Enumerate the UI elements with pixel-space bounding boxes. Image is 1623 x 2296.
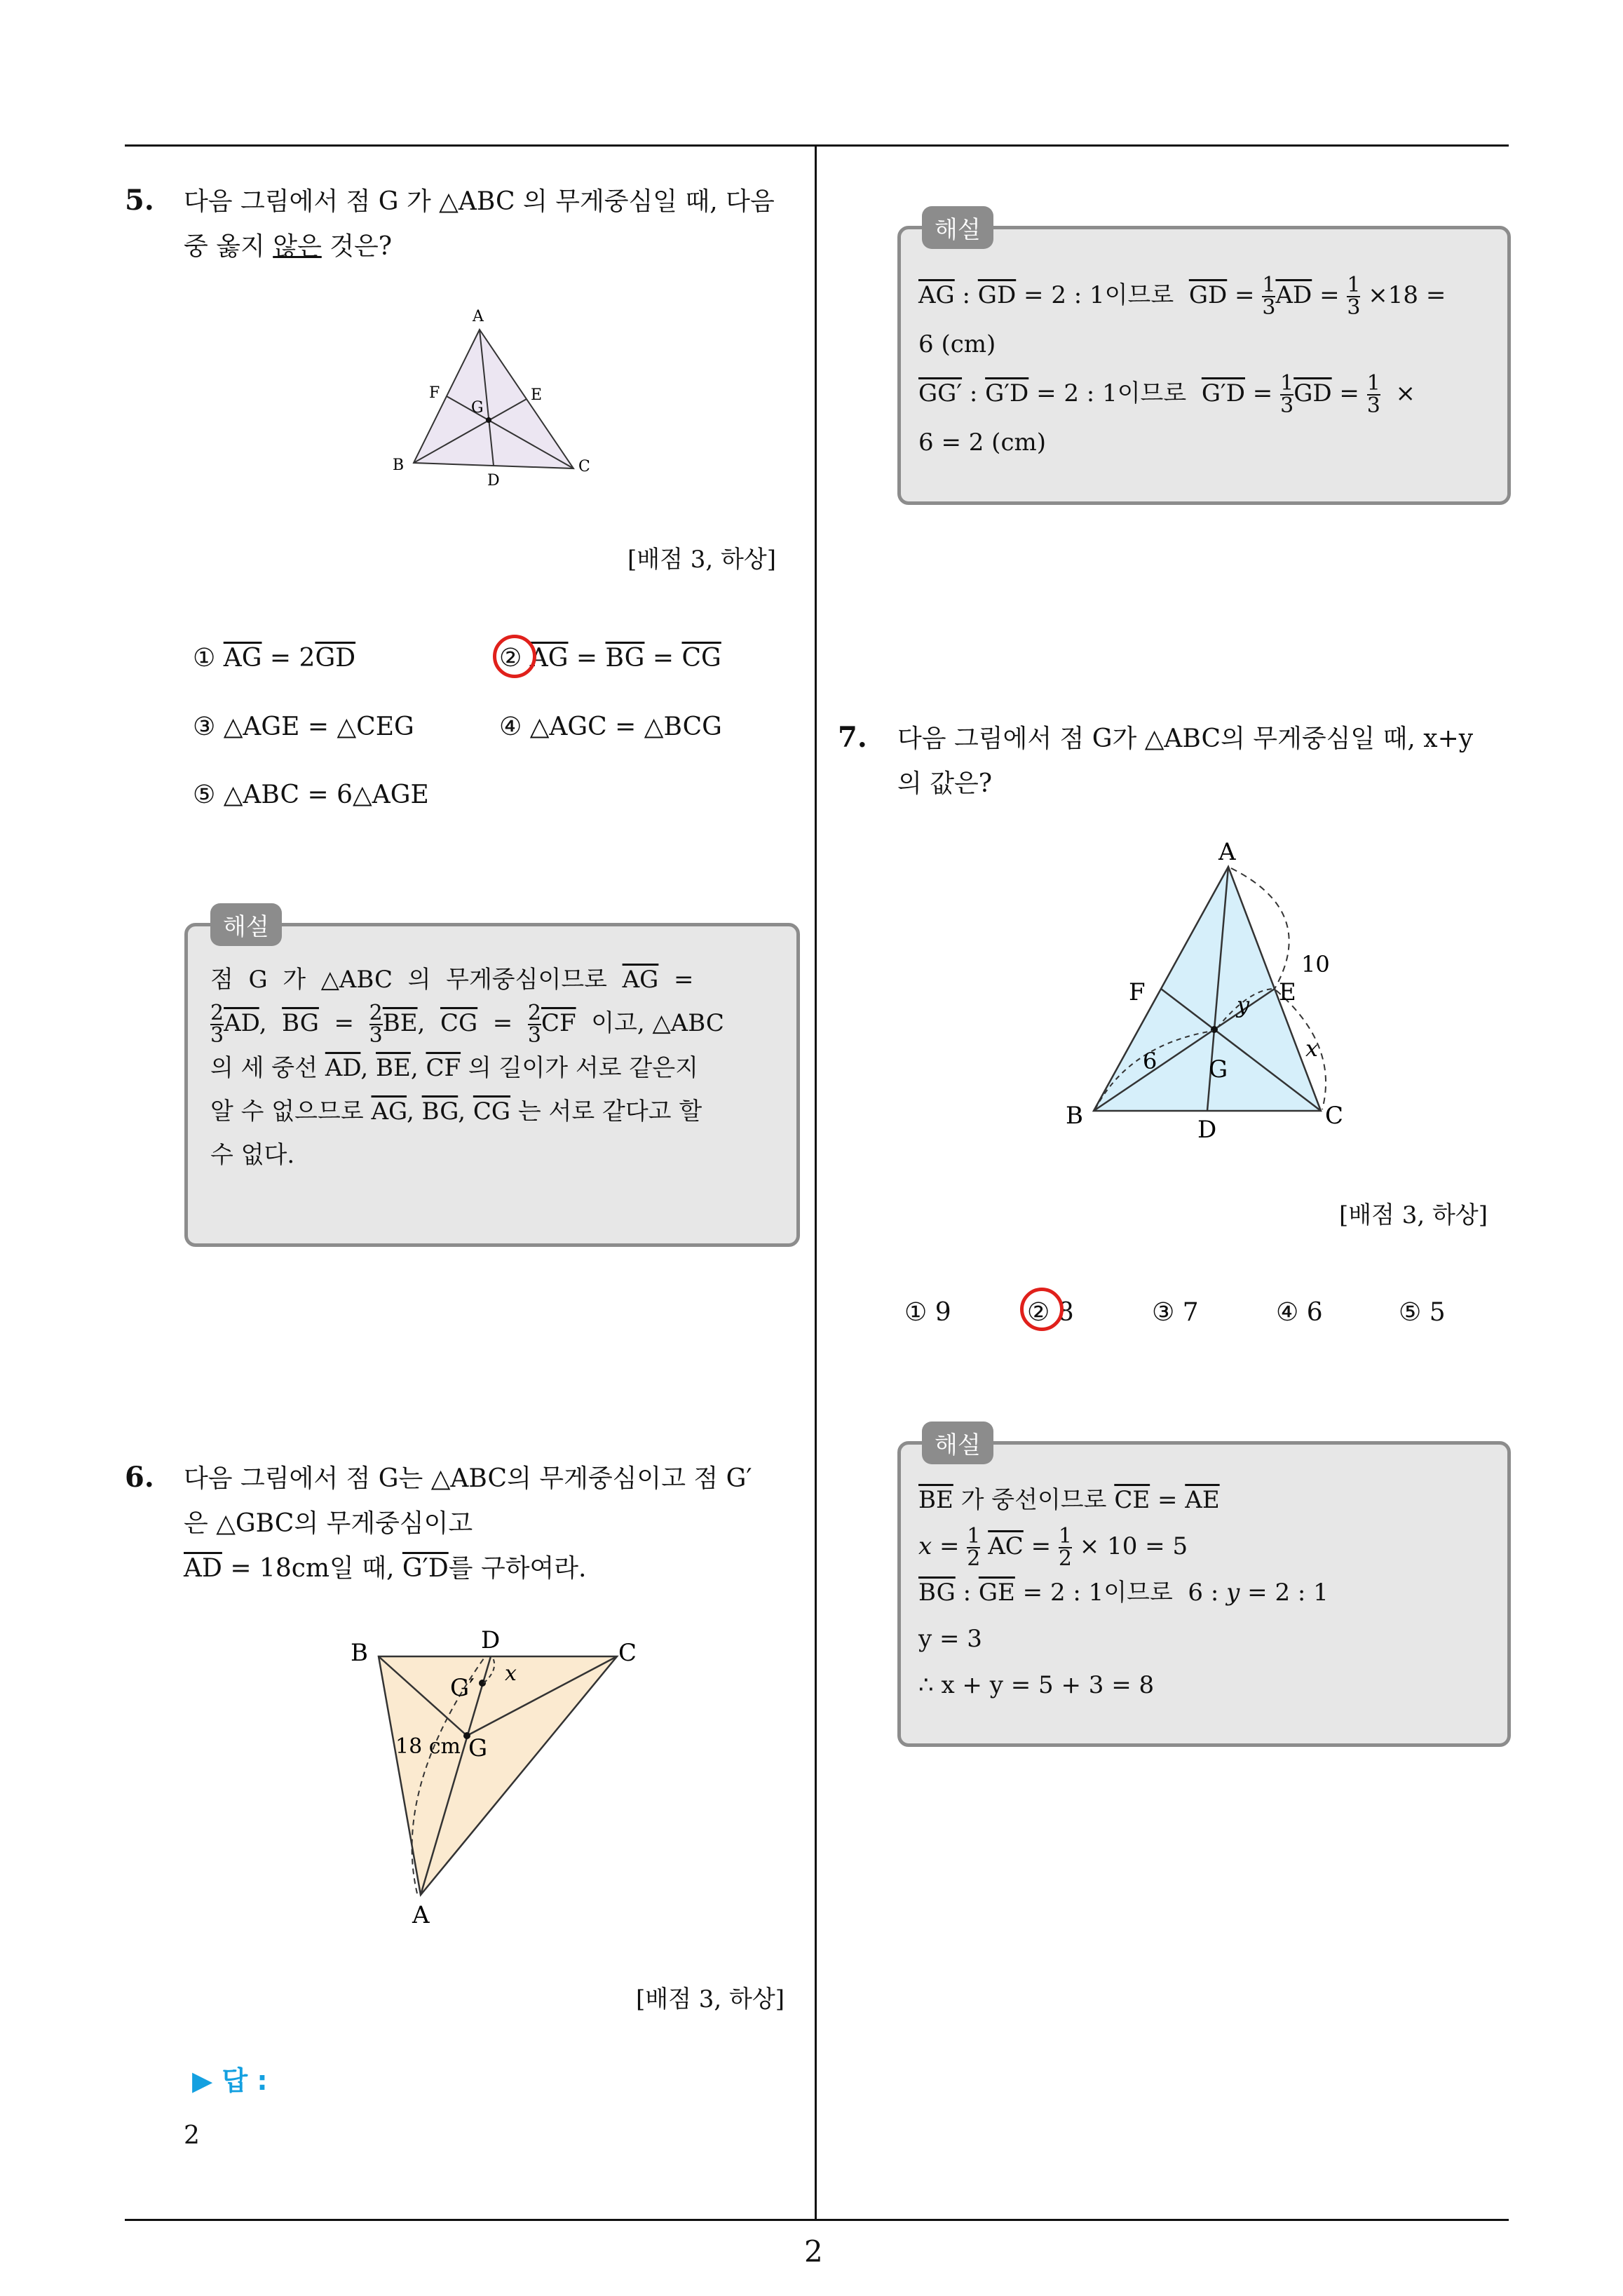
label-f: F bbox=[1129, 978, 1146, 1006]
label-g: G bbox=[1209, 1055, 1228, 1083]
label-e: E bbox=[531, 386, 543, 404]
label-e: E bbox=[1279, 978, 1296, 1006]
label-6: 6 bbox=[1143, 1048, 1157, 1074]
q5-option-5[interactable]: ⑤ △ABC = 6△AGE bbox=[193, 781, 429, 809]
label-x: x bbox=[1305, 1035, 1319, 1062]
label-18cm: 18 cm bbox=[395, 1734, 461, 1759]
q5-option-3[interactable]: ③ △AGE = △CEG bbox=[193, 713, 414, 741]
q6-solution-line3: GG′ : G′D = 2 : 1이므로 G′D = $\frac{1}{3}$ $\overline{GD}$ = $\frac{1}{3}$ × bbox=[918, 371, 1415, 418]
q7-solution-tag: 해설 bbox=[922, 1422, 993, 1464]
label-c: C bbox=[578, 458, 590, 475]
label-x: x bbox=[505, 1661, 517, 1686]
q7-solution-line5: ∴ x + y = 5 + 3 = 8 bbox=[918, 1671, 1155, 1699]
question-6-text bbox=[184, 1457, 801, 1591]
centroid-g-prime bbox=[479, 1680, 486, 1687]
label-y: y bbox=[1237, 992, 1250, 1018]
centroid-point bbox=[1211, 1026, 1218, 1033]
top-rule bbox=[125, 144, 1509, 147]
q6-solution-line4: 6 = 2 (cm) bbox=[918, 428, 1046, 457]
label-b: B bbox=[351, 1639, 368, 1667]
q6-solution-text bbox=[918, 271, 1493, 467]
question-5-figure bbox=[379, 302, 617, 498]
label-a: A bbox=[412, 1901, 430, 1929]
q5-solution-line1: 점 G 가 △ABC 의 무게중심이므로 $\overline{AG}$ = bbox=[210, 966, 694, 994]
q7-option-1[interactable]: ① 9 bbox=[904, 1298, 951, 1327]
q7-selected-marker bbox=[1020, 1288, 1064, 1331]
label-d: D bbox=[481, 1626, 501, 1654]
question-5-meta: [배점 3, 하상] bbox=[627, 546, 776, 574]
label-a: A bbox=[473, 308, 484, 325]
column-divider bbox=[815, 144, 817, 2220]
label-g: G bbox=[471, 399, 484, 417]
question-7-line2: 의 값은? bbox=[897, 769, 993, 798]
q6-solution-line2: 6 (cm) bbox=[918, 330, 996, 358]
q7-solution-line4: y = 3 bbox=[918, 1625, 982, 1653]
q7-solution-text bbox=[918, 1477, 1493, 1708]
label-b: B bbox=[1066, 1102, 1083, 1130]
question-6-number: 6. bbox=[125, 1461, 154, 1494]
q7-option-3[interactable]: ③ 7 bbox=[1152, 1298, 1199, 1327]
q5-selected-marker bbox=[493, 635, 536, 678]
question-7-text bbox=[897, 717, 1514, 806]
question-7-figure bbox=[1052, 835, 1388, 1150]
label-b: B bbox=[393, 457, 405, 474]
q6-solution-tag: 해설 bbox=[922, 206, 993, 249]
q5-solution-line3: 의 세 중선 $\overline{AD}$, $\overline{BE}$, $\overline{CF}$ 의 길이가 서로 같은지 bbox=[210, 1054, 698, 1082]
question-6-meta: [배점 3, 하상] bbox=[636, 1985, 785, 2013]
q7-option-2[interactable]: ② 8 bbox=[1027, 1298, 1074, 1327]
label-f: F bbox=[429, 384, 440, 402]
bottom-rule bbox=[125, 2219, 1509, 2221]
question-5-text bbox=[184, 180, 801, 269]
question-6-figure bbox=[337, 1620, 659, 1936]
label-c: C bbox=[618, 1639, 637, 1667]
q7-solution-line1: $\overline{BE}$ 가 중선이므로 $\overline{CE} = \overline{AE}$ bbox=[918, 1486, 1220, 1514]
q6-solution-line1: $\overline{AG}$ : $\overline{GD} = 2$ : 1이므로 $\overline{GD}$ = $\frac{1}{3}$ $\overline{AD}$ = $\frac{1}{3}$ ×18 = bbox=[918, 273, 1446, 320]
q7-option-4[interactable]: ④ 6 bbox=[1276, 1298, 1323, 1327]
q7-solution-line3: $\overline{BG}$ : $\overline{GE} = 2$ : 1이므로 6 : y = 2 : 1 bbox=[918, 1579, 1329, 1607]
q7-option-5[interactable]: ⑤ 5 bbox=[1399, 1298, 1446, 1327]
page-number: 2 bbox=[804, 2234, 823, 2269]
question-6-line3: $\overline{AD} = 18cm$일 때, G′D를 구하여라. bbox=[184, 1554, 587, 1583]
label-g: G bbox=[468, 1734, 488, 1762]
q5-solution-line5: 수 없다. bbox=[210, 1141, 295, 1169]
centroid-point bbox=[486, 417, 491, 423]
q5-option-4[interactable]: ④ △AGC = △BCG bbox=[499, 713, 722, 741]
triangle-abc bbox=[379, 1656, 617, 1895]
q5-solution-tag: 해설 bbox=[210, 903, 282, 946]
q5-option-1[interactable]: ① $\overline{AG} = 2\overline{GD}$ bbox=[193, 644, 356, 673]
question-6-line1: 다음 그림에서 점 G는 △ABC의 무게중심이고 점 G′ bbox=[184, 1464, 752, 1493]
underlined-word: 않은 bbox=[273, 232, 322, 261]
label-g-prime: G′ bbox=[450, 1674, 475, 1702]
q5-solution-text bbox=[210, 958, 778, 1177]
question-7-number: 7. bbox=[838, 721, 867, 754]
answer-value[interactable]: 2 bbox=[184, 2121, 200, 2150]
question-7-meta: [배점 3, 하상] bbox=[1339, 1201, 1488, 1229]
q7-solution-line2: x = $\frac{1}{2}$ $\overline{AC}$ = $\frac{1}{2}$ × 10 = 5 bbox=[918, 1524, 1188, 1571]
q5-solution-line4: 알 수 없으므로 $\overline{AG}$, $\overline{BG}$, $\overline{CG}$ 는 서로 같다고 할 bbox=[210, 1098, 702, 1126]
answer-label: ▶ 답 : bbox=[192, 2065, 268, 2096]
label-d: D bbox=[487, 472, 500, 489]
question-5-number: 5. bbox=[125, 184, 154, 217]
label-d: D bbox=[1197, 1116, 1217, 1144]
label-10: 10 bbox=[1301, 951, 1330, 978]
question-7-line1: 다음 그림에서 점 G가 △ABC의 무게중심일 때, x+y bbox=[897, 724, 1474, 753]
question-5-line1: 다음 그림에서 점 G 가 △ABC 의 무게중심일 때, 다음 bbox=[184, 187, 775, 216]
q5-solution-line2: $\frac{2}{3}$ $\overline{AD}$, $\overline{BG}$ = $\frac{2}{3}$ $\overline{BE}$, $\overline{CG}$ = $\frac{2}{3}$ $\overline{CF}$ 이고, △ABC bbox=[210, 1001, 724, 1048]
label-c: C bbox=[1325, 1102, 1344, 1130]
question-5-line2: 중 옳지 않은 것은? bbox=[184, 232, 393, 261]
q5-option-2[interactable]: ② $\overline{AG} = \overline{BG} = \overline{CG}$ bbox=[499, 644, 721, 673]
label-a: A bbox=[1218, 838, 1236, 866]
question-6-line2: 은 △GBC의 무게중심이고 bbox=[184, 1509, 473, 1538]
